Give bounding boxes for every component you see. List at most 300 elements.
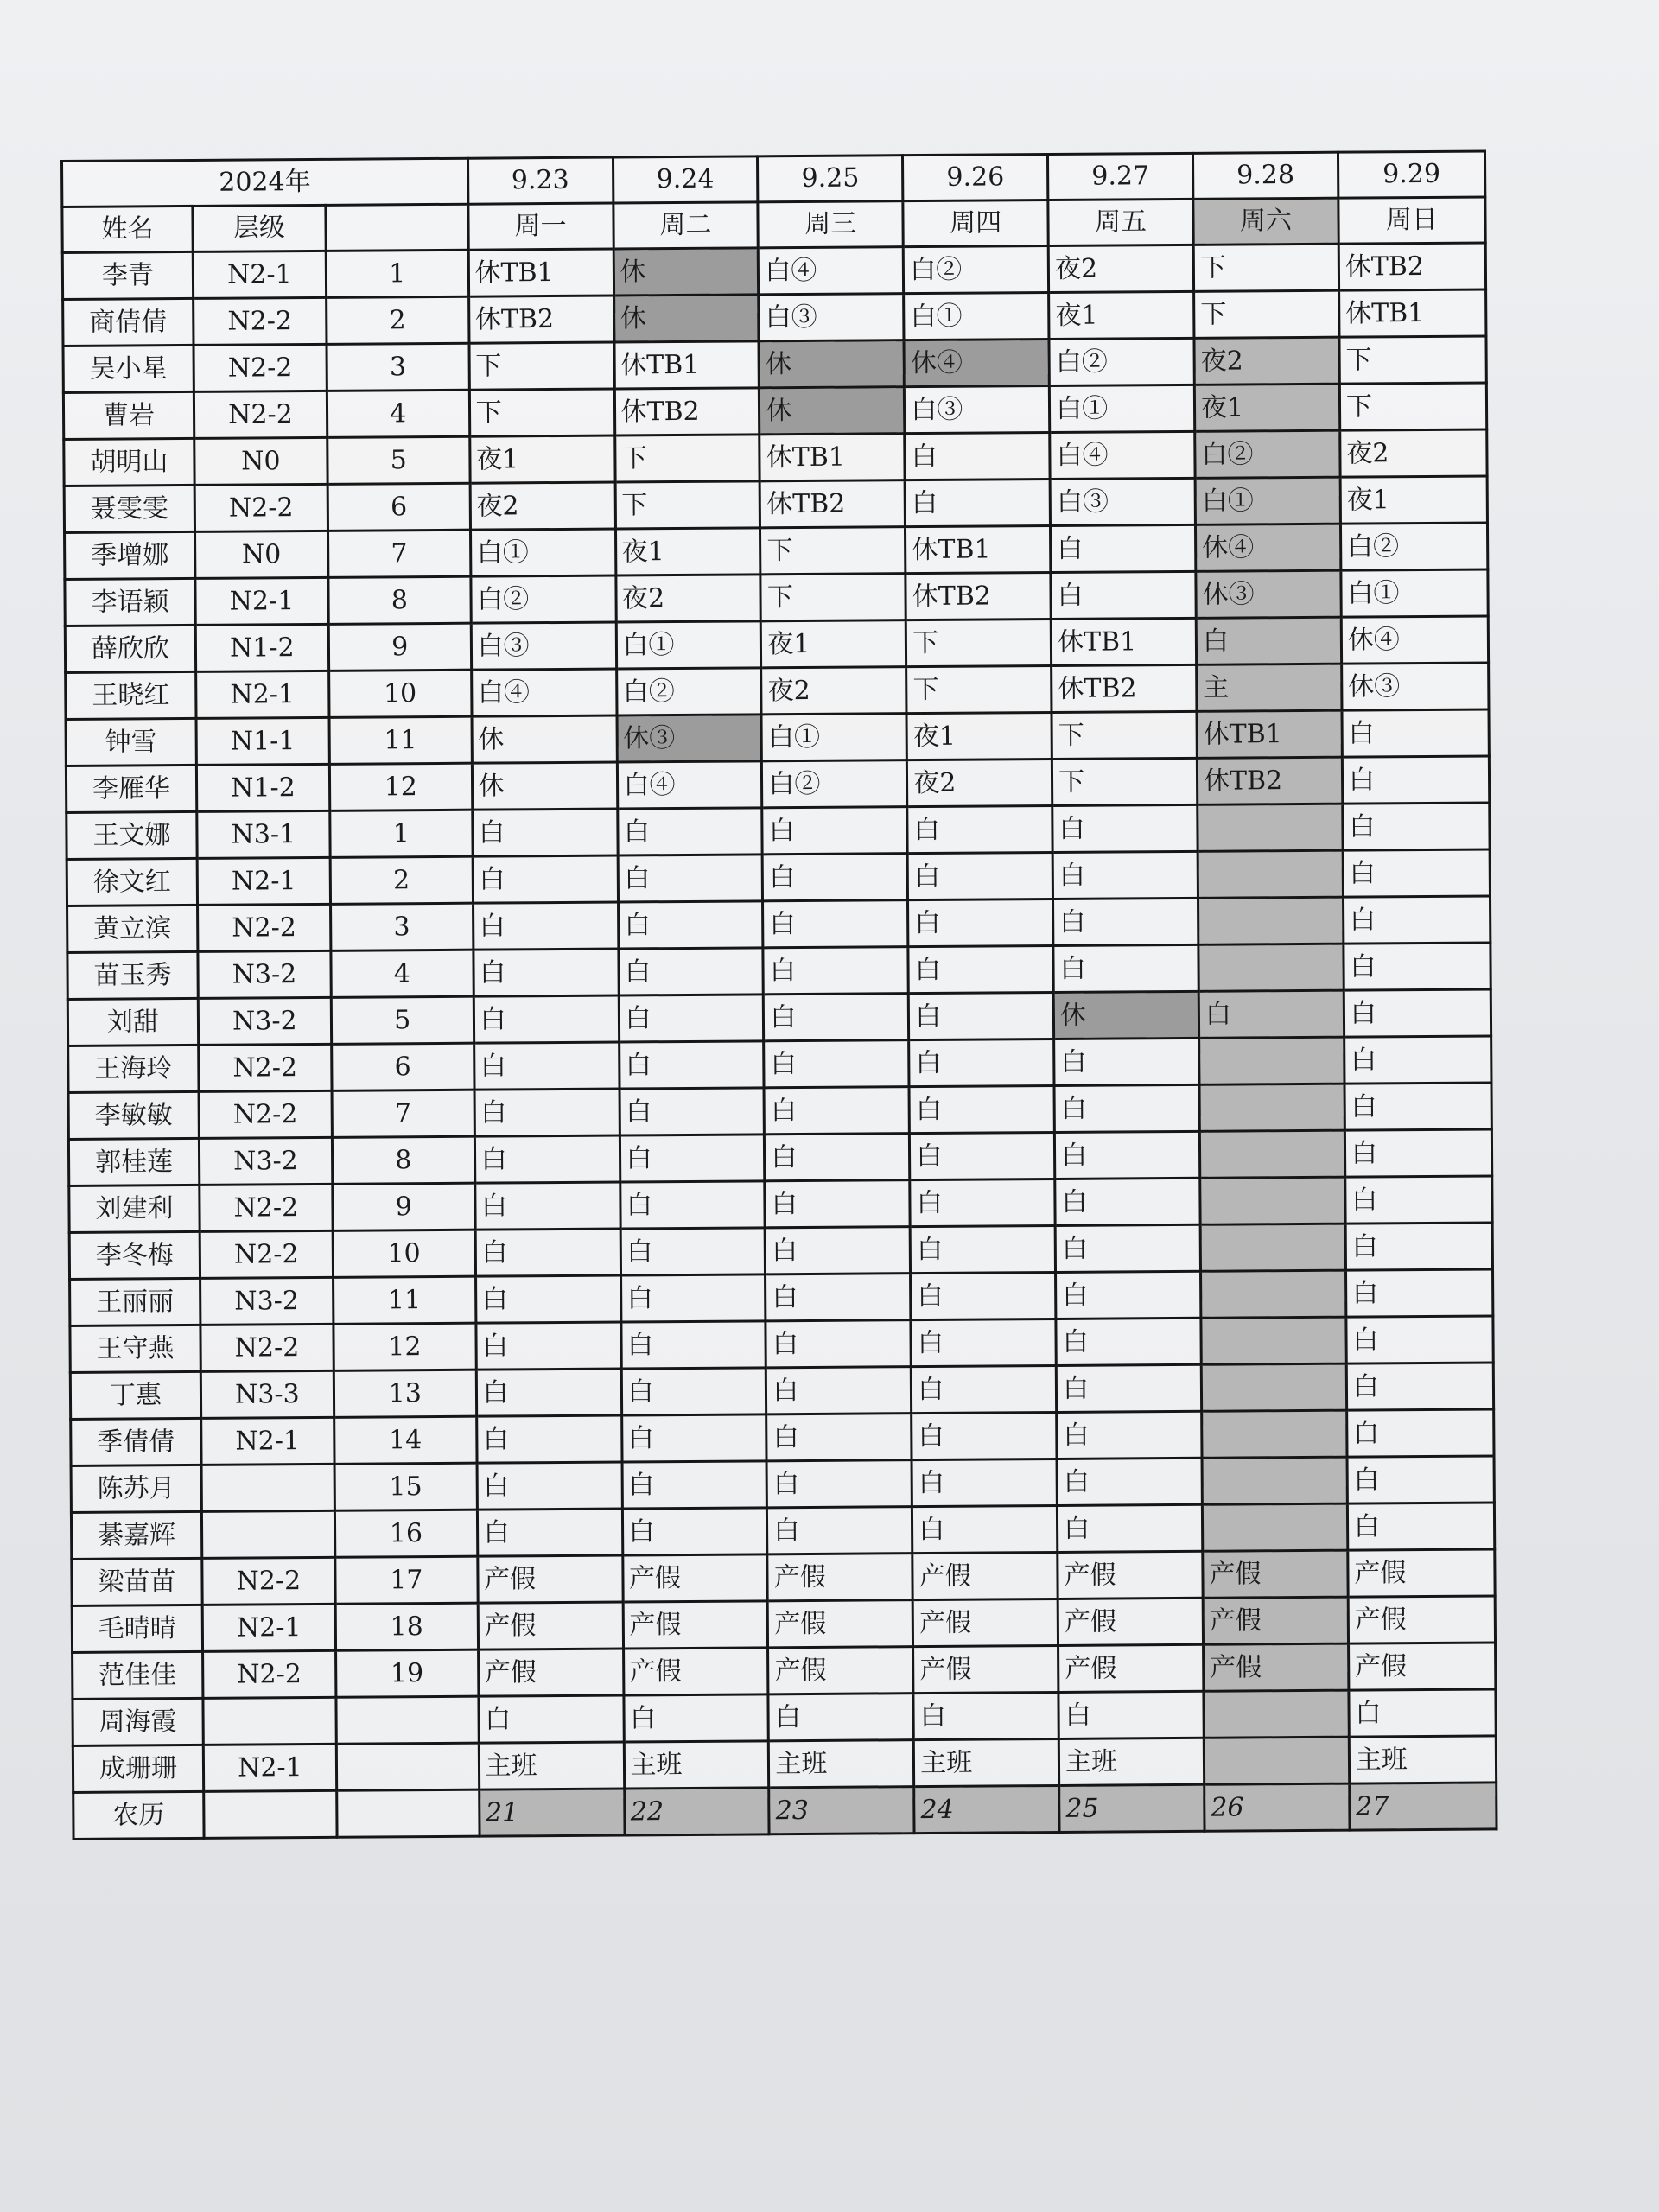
shift-cell: 白 (912, 1505, 1058, 1553)
staff-level: N0 (194, 437, 327, 485)
shift-cell: 产假 (1058, 1551, 1203, 1599)
shift-cell: 白 (909, 992, 1054, 1039)
shift-cell: 休TB2 (1338, 243, 1485, 290)
shift-cell: 白 (1346, 1363, 1493, 1410)
shift-cell: 产假 (1348, 1596, 1495, 1643)
shift-cell: 白① (616, 621, 761, 669)
staff-level: N2-2 (199, 1090, 332, 1138)
staff-level: N2-2 (193, 297, 326, 345)
shift-cell: 白 (764, 994, 909, 1041)
shift-cell: 产假 (768, 1600, 913, 1648)
shift-cell: 夜2 (470, 482, 615, 530)
shift-cell: 白 (1058, 1691, 1204, 1738)
shift-cell: 白 (474, 995, 619, 1043)
staff-level: N3-2 (200, 1277, 333, 1325)
lunar-row (73, 1783, 1497, 1839)
shift-cell: 产假 (1058, 1598, 1203, 1645)
shift-cell (1198, 897, 1343, 944)
shift-cell: 白 (476, 1415, 621, 1463)
staff-name: 李雁华 (66, 765, 196, 812)
shift-cell: 白④ (617, 761, 762, 809)
shift-cell: 白 (910, 1225, 1055, 1273)
shift-cell: 白 (908, 946, 1053, 994)
shift-cell: 休 (472, 715, 617, 763)
staff-level: N2-2 (197, 904, 330, 951)
shift-cell: 产假 (912, 1599, 1058, 1646)
date-label: 9.27 (1048, 153, 1193, 200)
shift-cell: 白 (768, 1694, 913, 1741)
staff-number: 2 (327, 296, 469, 344)
staff-name: 季增娜 (65, 531, 195, 579)
lunar-day: 23 (769, 1787, 914, 1834)
shift-cell: 休TB1 (613, 341, 759, 389)
shift-cell: 主班 (914, 1738, 1059, 1786)
staff-name: 苗玉秀 (67, 951, 198, 999)
shift-cell: 白 (1056, 1318, 1201, 1365)
staff-level: N2-2 (200, 1324, 334, 1371)
shift-cell: 白④ (471, 669, 616, 716)
shift-cell: 夜2 (615, 575, 760, 622)
shift-cell: 白② (1340, 523, 1487, 570)
staff-level: N2-2 (202, 1557, 335, 1605)
shift-cell: 白 (620, 1274, 766, 1322)
staff-number: 6 (332, 1043, 474, 1090)
shift-cell: 产假 (1203, 1597, 1348, 1644)
shift-cell: 白 (912, 1365, 1057, 1413)
staff-level: N2-1 (196, 671, 329, 718)
shift-cell: 白 (1196, 617, 1341, 664)
shift-cell (1201, 1363, 1346, 1411)
staff-level: N1-1 (196, 717, 329, 765)
shift-cell: 白 (764, 1087, 909, 1135)
shift-cell (1200, 1177, 1345, 1224)
staff-level: N2-1 (201, 1417, 334, 1465)
shift-cell (1201, 1270, 1346, 1318)
shift-cell: 白 (474, 1042, 619, 1090)
staff-number: 12 (329, 763, 472, 810)
shift-cell: 休TB2 (1052, 664, 1197, 712)
shift-cell: 休 (1053, 991, 1198, 1039)
shift-cell: 休④ (904, 340, 1049, 387)
shift-cell (1204, 1737, 1349, 1784)
staff-number: 19 (335, 1649, 478, 1697)
shift-cell: 白③ (471, 622, 616, 670)
shift-cell: 白 (764, 1040, 909, 1088)
date-label: 9.24 (613, 156, 758, 203)
shift-cell: 白 (910, 1132, 1055, 1179)
staff-level: N3-1 (197, 810, 330, 858)
shift-cell: 白 (1347, 1503, 1494, 1550)
shift-cell: 白 (476, 1322, 621, 1370)
shift-cell: 下 (1052, 758, 1197, 805)
lunar-day: 22 (624, 1788, 769, 1835)
shift-cell: 白 (479, 1695, 624, 1743)
shift-cell: 白 (1053, 944, 1198, 992)
shift-cell: 白 (908, 899, 1053, 947)
shift-cell: 休③ (1196, 570, 1341, 618)
lunar-day: 26 (1205, 1783, 1350, 1831)
number-column-header (326, 204, 468, 251)
roster-sheet (60, 149, 1498, 1840)
shift-cell: 白③ (1050, 478, 1195, 525)
date-label: 9.25 (758, 156, 903, 202)
staff-number: 18 (335, 1603, 478, 1650)
shift-cell: 白 (1346, 1316, 1493, 1363)
shift-cell (1199, 1084, 1344, 1131)
staff-number: 9 (328, 623, 471, 671)
staff-number: 17 (335, 1556, 478, 1604)
shift-cell: 夜2 (1194, 337, 1339, 385)
shift-cell: 白 (620, 1228, 766, 1275)
staff-number (336, 1696, 479, 1744)
shift-cell (1201, 1317, 1346, 1364)
shift-cell: 白 (621, 1368, 766, 1415)
staff-name: 丁惠 (70, 1371, 200, 1419)
staff-level: N2-2 (200, 1184, 333, 1231)
lunar-empty-number (337, 1789, 480, 1837)
staff-name: 李语颖 (65, 578, 195, 626)
shift-cell: 夜1 (1049, 291, 1194, 339)
shift-cell: 产假 (478, 1649, 623, 1696)
shift-cell: 白 (767, 1507, 912, 1554)
shift-cell: 白② (1049, 338, 1194, 385)
shift-cell: 休TB2 (614, 388, 760, 435)
staff-number: 13 (334, 1370, 476, 1417)
staff-level: N3-3 (200, 1370, 334, 1418)
staff-name: 吴小星 (63, 345, 194, 392)
shift-cell: 白 (1057, 1458, 1202, 1505)
shift-cell (1202, 1410, 1347, 1458)
staff-name: 商倩倩 (63, 298, 194, 346)
weekday-label: 周日 (1338, 197, 1485, 244)
staff-number: 3 (327, 343, 469, 391)
staff-number: 2 (330, 856, 473, 904)
staff-level: N3-2 (198, 997, 331, 1045)
staff-name: 王晓红 (66, 671, 196, 719)
shift-cell: 白① (904, 293, 1049, 340)
shift-cell: 白 (1052, 851, 1198, 899)
lunar-empty-level (204, 1790, 337, 1838)
shift-cell: 休④ (1341, 616, 1488, 664)
shift-cell: 白 (1058, 1504, 1203, 1552)
staff-number: 10 (329, 670, 472, 717)
shift-cell: 夜1 (1194, 384, 1339, 431)
shift-cell: 白 (475, 1275, 620, 1323)
shift-cell: 主班 (1058, 1738, 1204, 1785)
shift-cell: 白③ (759, 294, 904, 341)
shift-cell: 休③ (617, 715, 762, 762)
year-label: 2024年 (62, 158, 468, 207)
shift-cell: 白 (619, 995, 764, 1042)
shift-cell: 夜2 (907, 760, 1052, 807)
name-column-header: 姓名 (62, 206, 193, 252)
shift-cell: 产假 (478, 1602, 623, 1649)
shift-cell: 白 (1347, 1409, 1494, 1457)
staff-level: N2-1 (195, 577, 328, 625)
weekday-label: 周六 (1193, 198, 1338, 245)
shift-cell: 夜1 (761, 620, 906, 668)
staff-level: N2-1 (202, 1604, 335, 1651)
shift-cell: 夜1 (906, 713, 1052, 760)
shift-cell: 白 (1056, 1271, 1201, 1319)
staff-name: 钟雪 (66, 718, 196, 766)
staff-level: N2-2 (194, 484, 327, 531)
shift-cell: 主班 (1349, 1736, 1496, 1783)
level-column-header: 层级 (193, 205, 326, 251)
shift-cell: 夜1 (1340, 476, 1487, 524)
shift-cell (1199, 1130, 1344, 1178)
staff-number: 7 (332, 1090, 474, 1137)
shift-cell: 白 (620, 1088, 765, 1135)
staff-level: N2-2 (199, 1044, 332, 1091)
staff-name: 徐文红 (67, 858, 197, 906)
staff-level (201, 1510, 334, 1558)
shift-cell: 休TB2 (760, 480, 905, 528)
staff-name: 薛欣欣 (65, 625, 195, 672)
shift-cell: 下 (1339, 336, 1486, 384)
staff-name: 王丽丽 (70, 1278, 200, 1325)
shift-cell: 白 (763, 900, 908, 948)
staff-level: N2-1 (193, 251, 326, 298)
staff-name: 黄立滨 (67, 905, 198, 952)
shift-cell: 白 (765, 1180, 910, 1228)
shift-cell: 白② (616, 668, 761, 715)
shift-cell: 产假 (1348, 1549, 1495, 1597)
shift-cell: 白 (1055, 1178, 1200, 1225)
shift-cell: 产假 (1058, 1644, 1204, 1692)
shift-cell: 白 (911, 1319, 1056, 1366)
shift-cell: 白 (763, 854, 908, 901)
shift-cell: 白② (471, 575, 616, 623)
shift-cell: 白 (762, 807, 907, 855)
shift-cell: 白 (623, 1694, 768, 1742)
staff-name: 聂雯雯 (64, 485, 194, 532)
shift-cell: 白① (470, 529, 615, 576)
staff-number: 14 (334, 1416, 477, 1464)
shift-cell: 白 (474, 1135, 620, 1183)
shift-cell: 产假 (1204, 1643, 1349, 1691)
shift-cell: 白 (1343, 849, 1490, 897)
lunar-day: 24 (914, 1785, 1059, 1833)
staff-number: 8 (328, 576, 471, 624)
staff-number: 9 (333, 1183, 475, 1230)
staff-number: 5 (327, 436, 470, 484)
shift-cell: 白 (1345, 1176, 1492, 1224)
shift-cell: 白 (617, 808, 762, 855)
shift-cell: 白 (1051, 571, 1196, 619)
staff-number: 7 (327, 530, 470, 577)
staff-level: N2-2 (200, 1230, 333, 1278)
shift-cell: 白 (1344, 1129, 1491, 1177)
shift-cell (1202, 1457, 1347, 1504)
shift-cell: 白 (766, 1227, 911, 1274)
shift-cell: 产假 (477, 1555, 622, 1603)
shift-cell: 白 (766, 1460, 912, 1508)
shift-cell: 白 (618, 901, 763, 949)
shift-cell: 下 (760, 574, 906, 621)
shift-cell (1198, 804, 1343, 851)
shift-cell: 休TB2 (468, 296, 613, 343)
staff-name: 成珊珊 (73, 1745, 203, 1792)
shift-cell: 白 (620, 1181, 765, 1229)
shift-cell: 白 (766, 1274, 911, 1321)
shift-cell: 下 (615, 481, 760, 529)
shift-cell: 休 (760, 387, 905, 435)
staff-number: 10 (333, 1230, 475, 1277)
shift-cell: 休TB1 (1197, 710, 1342, 758)
staff-level: N2-2 (202, 1650, 335, 1698)
shift-cell: 白② (1195, 430, 1340, 478)
lunar-day: 27 (1350, 1783, 1497, 1830)
shift-cell: 休TB1 (468, 249, 613, 296)
shift-cell: 白 (1349, 1689, 1496, 1737)
shift-cell: 主 (1197, 664, 1342, 711)
shift-cell: 白 (1344, 989, 1491, 1037)
shift-cell: 白 (909, 1085, 1054, 1133)
shift-cell: 休TB1 (760, 434, 905, 481)
staff-level: N3-2 (199, 1137, 332, 1185)
staff-name: 李敏敏 (68, 1091, 199, 1139)
shift-cell: 白 (1345, 1223, 1492, 1270)
shift-cell: 白 (766, 1367, 912, 1414)
staff-name: 李冬梅 (69, 1231, 200, 1279)
staff-level: N0 (194, 531, 327, 578)
staff-number: 6 (327, 483, 470, 531)
date-label: 9.26 (903, 155, 1048, 201)
staff-level: N2-2 (194, 391, 327, 438)
shift-cell: 休TB2 (906, 573, 1051, 620)
shift-cell: 白 (1055, 1224, 1200, 1272)
staff-number: 4 (327, 390, 469, 437)
shift-cell: 白 (472, 809, 617, 856)
shift-cell: 白 (1344, 1036, 1491, 1084)
shift-cell: 白 (1198, 990, 1344, 1038)
shift-cell: 白 (905, 480, 1050, 527)
shift-cell: 白 (909, 1039, 1054, 1086)
staff-name: 李青 (62, 251, 193, 299)
shift-cell: 白② (903, 246, 1048, 294)
shift-cell: 产假 (623, 1648, 768, 1695)
staff-number: 1 (330, 810, 473, 857)
shift-cell: 白 (473, 855, 618, 903)
shift-cell: 下 (469, 342, 614, 390)
staff-number (336, 1743, 479, 1790)
shift-cell (1198, 850, 1343, 898)
shift-cell: 白 (913, 1692, 1058, 1739)
shift-cell: 白 (473, 902, 618, 950)
staff-name: 刘建利 (69, 1185, 200, 1232)
weekday-label: 周五 (1048, 199, 1193, 245)
staff-name: 梁苗苗 (72, 1558, 202, 1605)
shift-cell: 白 (474, 949, 619, 996)
staff-number: 8 (332, 1136, 474, 1184)
staff-name: 周海霞 (73, 1698, 203, 1745)
shift-cell: 白 (1342, 756, 1489, 804)
shift-cell: 夜2 (1340, 429, 1487, 477)
bleed-through-text (536, 2143, 627, 2190)
shift-cell: 白 (1056, 1364, 1201, 1412)
shift-cell: 产假 (623, 1601, 768, 1649)
shift-cell: 夜1 (469, 435, 614, 483)
shift-cell: 白 (1347, 1456, 1494, 1503)
shift-cell: 白 (907, 853, 1052, 900)
shift-cell: 白 (766, 1414, 912, 1461)
shift-cell: 白 (766, 1320, 911, 1368)
shift-cell: 休 (613, 295, 759, 342)
staff-name: 曹岩 (63, 391, 194, 439)
staff-name: 王守燕 (70, 1325, 200, 1372)
shift-cell (1204, 1690, 1349, 1738)
staff-name: 毛晴晴 (72, 1605, 202, 1652)
staff-number: 5 (331, 996, 474, 1044)
shift-cell: 产假 (913, 1645, 1058, 1693)
shift-roster-table (60, 149, 1498, 1840)
shift-cell: 白 (910, 1179, 1055, 1226)
shift-cell: 休 (613, 248, 759, 296)
shift-cell: 下 (906, 666, 1052, 714)
shift-cell: 休TB1 (1051, 618, 1196, 665)
shift-cell: 白① (1049, 385, 1194, 432)
shift-cell: 产假 (912, 1552, 1058, 1599)
shift-cell: 下 (760, 527, 906, 575)
shift-cell (1202, 1503, 1347, 1551)
date-label: 9.29 (1338, 151, 1484, 198)
lunar-day: 25 (1059, 1784, 1205, 1832)
shift-cell: 白 (1343, 803, 1490, 850)
shift-cell: 白 (619, 1041, 764, 1089)
shift-cell: 休TB1 (1338, 289, 1485, 337)
weekday-label: 周二 (613, 202, 758, 249)
shift-cell: 休 (759, 340, 904, 388)
shift-cell: 休TB1 (906, 526, 1051, 574)
shift-cell: 白 (1344, 1083, 1491, 1130)
shift-cell: 白 (620, 1135, 765, 1182)
shift-cell: 白 (475, 1229, 620, 1276)
shift-cell (1199, 1037, 1344, 1084)
shift-cell: 休③ (1341, 663, 1488, 710)
shift-cell: 白 (763, 947, 908, 995)
staff-level: N2-1 (197, 857, 330, 905)
shift-cell: 产假 (1348, 1643, 1495, 1690)
staff-level: N2-2 (194, 344, 327, 391)
shift-cell: 白 (1342, 709, 1489, 757)
staff-name: 胡明山 (64, 438, 194, 486)
staff-level: N1-2 (195, 624, 328, 671)
staff-name: 郭桂莲 (68, 1138, 199, 1185)
staff-name: 王文娜 (67, 811, 197, 859)
staff-name: 刘甜 (67, 998, 198, 1046)
shift-cell: 白 (1343, 896, 1490, 944)
shift-cell: 白 (907, 806, 1052, 854)
staff-number: 16 (334, 1510, 477, 1557)
staff-name: 綦嘉辉 (71, 1511, 201, 1559)
staff-name: 范佳佳 (73, 1651, 203, 1699)
shift-cell (1200, 1224, 1345, 1271)
shift-cell: 白 (622, 1508, 767, 1555)
staff-number: 11 (333, 1276, 475, 1324)
staff-level: N2-1 (203, 1744, 336, 1791)
shift-cell: 下 (1339, 383, 1486, 430)
shift-cell: 休④ (1195, 524, 1340, 571)
shift-cell: 白 (1344, 943, 1491, 990)
shift-cell: 白 (1054, 1084, 1199, 1132)
date-label: 9.23 (467, 157, 613, 204)
shift-cell: 下 (1193, 244, 1338, 291)
shift-cell: 下 (906, 620, 1051, 667)
weekday-label: 周三 (758, 201, 903, 248)
shift-cell: 白 (477, 1462, 622, 1510)
staff-name: 陈苏月 (71, 1465, 201, 1512)
